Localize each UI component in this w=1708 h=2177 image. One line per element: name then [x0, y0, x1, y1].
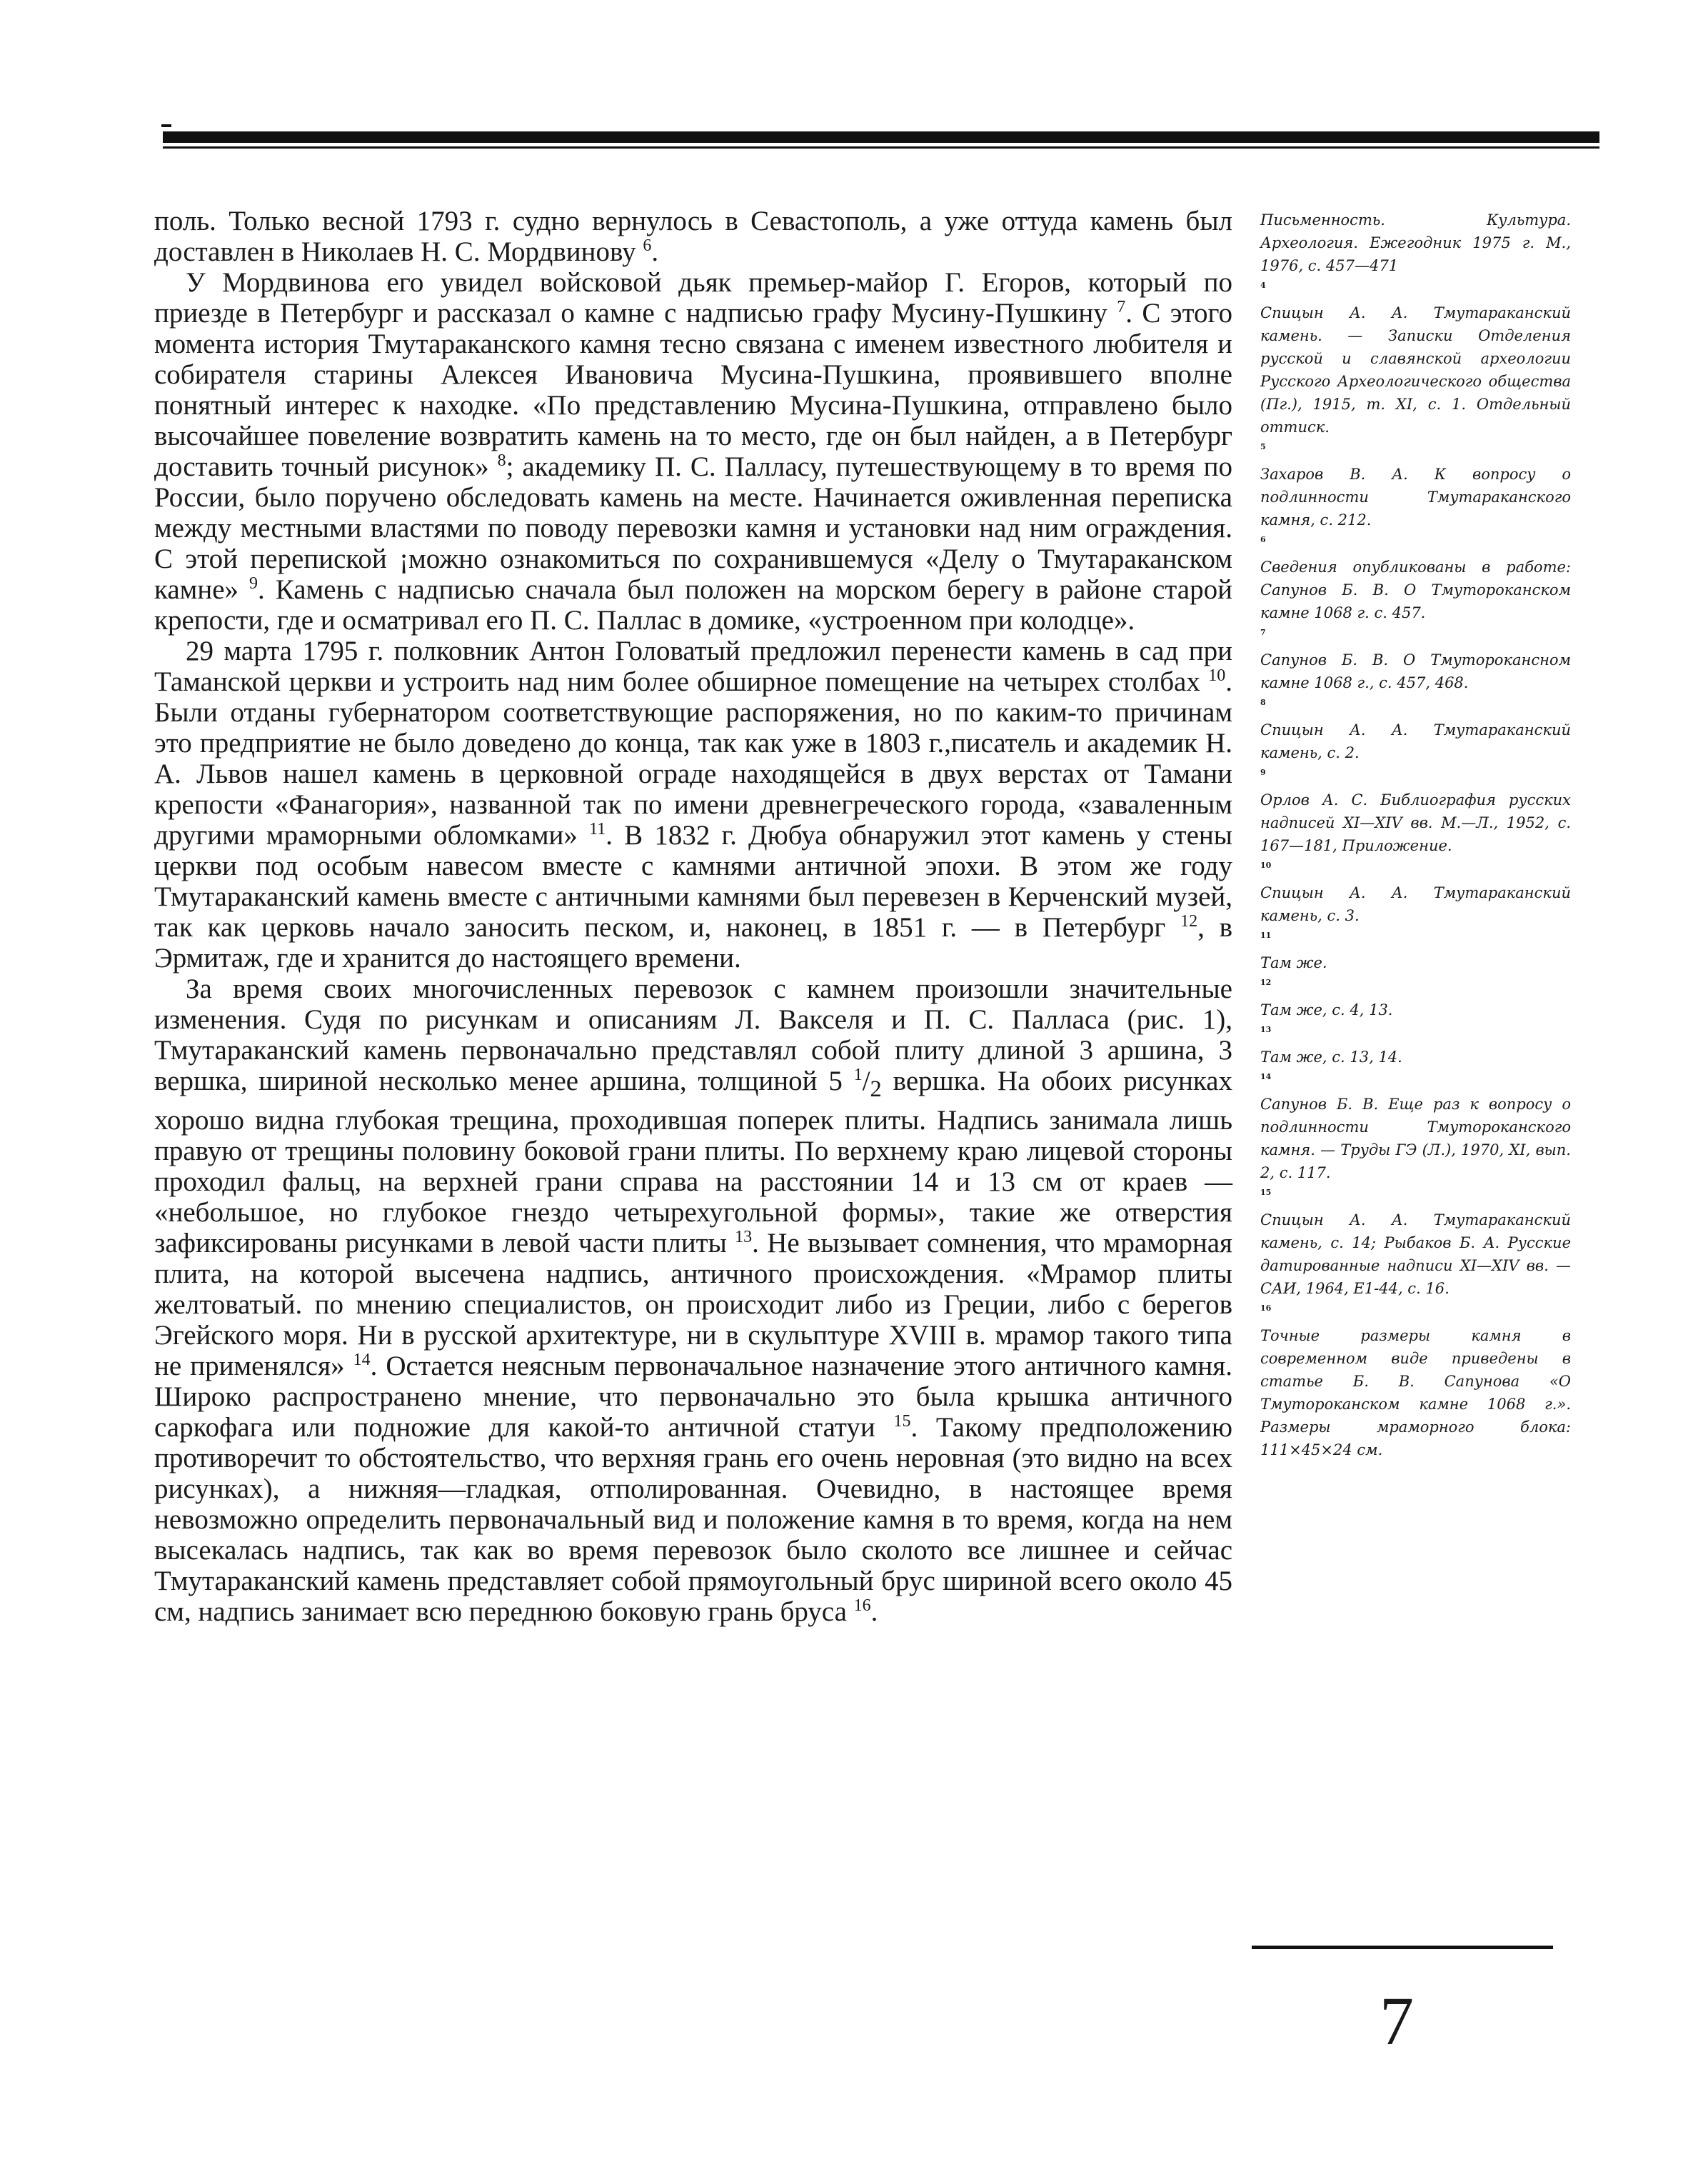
footnote-ref: 1	[853, 1066, 863, 1084]
text-run: . Остается неясным первоначальное назначение этого античного камня. Широко распространено мнение, что первоначально это была крышка античного саркофага или подножие для какой-то античной статуи	[154, 1350, 1232, 1443]
text-run: 29 марта 1795 г. полковник Антон Головатый предложил перенести камень в сад при Таманской церкви и устроить над ним более обширное помещение на четырех столбах	[154, 636, 1232, 697]
footnote-number: 6	[1260, 535, 1266, 544]
footnote-number: 13	[1260, 1025, 1272, 1034]
text-run: .	[651, 236, 659, 267]
main-text-column	[154, 206, 1232, 1627]
text-run: . С этого момента история Тмутараканского камня тесно связана с именем известного любителя и собирателя старины Алексея Ивановича Мусина-Пушкина, проявившего вполне понятный интерес к находке. «По представлению Мусина-Пушкина, отправлено было высочайшее повеление возвратить камень на то место, где он был найден, а в Петербург доставить точный рисунок»	[154, 298, 1232, 482]
footnote-ref: 11	[589, 820, 606, 839]
body-paragraph	[154, 974, 1232, 1627]
footnote	[1260, 767, 1571, 857]
text-run: /	[862, 1066, 870, 1096]
footnote	[1260, 627, 1571, 694]
footnote-text: Письменность. Культура. Археология. Ежегодник 1975 г. М., 1976, с. 457—471	[1260, 211, 1571, 274]
footnote	[1260, 209, 1571, 277]
footnote-text: Орлов А. С. Библиография русских надписей XI—XIV вв. М.—Л., 1952, с. 167—181, Приложение.	[1260, 791, 1571, 854]
footnote-text: Спицын А. А. Тмутараканский камень, с. 3.	[1260, 884, 1571, 924]
footnote	[1260, 1071, 1571, 1184]
body-paragraph	[154, 267, 1232, 636]
footnote-ref: 7	[1117, 298, 1126, 316]
text-run: . Не вызывает сомнения, что мраморная плита, на которой высечена надпись, античного происхождения. «Мрамор плиты желтоватый. по мнению специалистов, он происходит либо из Греции, либо с берегов Эгейского моря. Ни в русской архитектуре, ни в скульптуре XVIII в. мрамор такого типа не применялся»	[154, 1227, 1232, 1381]
footnote-text: Захаров В. А. К вопросу о подлинности Тмутараканского камня, с. 212.	[1260, 466, 1571, 529]
footnote-ref: 16	[853, 1596, 871, 1615]
text-run: За время своих многочисленных перевозок с камнем произошли значительные изменения. Судя по рисункам и описаниям Л. Ваксeля и П. С. Палласа (рис. 1), Тмутараканский камень первоначально представлял собой плиту длиной 3 аршина, 3 вершка, шириной несколько менее аршина, толщиной 5	[154, 974, 1232, 1096]
top-rule	[163, 131, 1599, 143]
footnote-ref: 14	[353, 1350, 371, 1369]
footnote-number: 5	[1260, 442, 1266, 451]
text-run: , в Эрмитаж, где и хранится до настоящего времени.	[154, 912, 1232, 974]
footnote	[1260, 280, 1571, 439]
footnote-text: Точные размеры камня в современном виде приведены в статье Б. В. Сапунова «О Тмутороканском камне 1068 г.». Размеры мраморного блока: 111×45×24 см.	[1260, 1327, 1571, 1458]
footnote-text: Там же, с. 13, 14.	[1260, 1049, 1402, 1066]
footnote-number: 4	[1260, 281, 1266, 290]
footnote-ref: 10	[1208, 666, 1226, 685]
body-paragraph	[154, 636, 1232, 974]
footnote-text: Спицын А. А. Тмутараканский камень, с. 2.	[1260, 721, 1571, 761]
top-rule-thin	[163, 146, 1599, 149]
text-run: . Такому предположению противоречит то обстоятельство, что верхняя грань его очень неровная (это видно на всех рисунках), а нижняя—гладкая, отполированная. Очевидно, в настоящее время невозможно определить первоначальный вид и положение камня в то время, когда на нем высекалась надпись, так как во время перевозок было сколото все лишнее и сейчас Тмутараканский камень представляет собой прямоугольный брус шириной всего около 45 см, надпись занимает всю переднюю боковую грань бруса	[154, 1411, 1232, 1627]
footnote	[1260, 534, 1571, 624]
footnote-ref: 9	[249, 574, 258, 593]
footnote-ref: 8	[497, 451, 506, 470]
footnote	[1260, 977, 1571, 1021]
footnote	[1260, 860, 1571, 927]
footnote-number: 16	[1260, 1303, 1272, 1313]
footnote-text: Сапунов Б. В. Еще раз к вопросу о подлинности Тмутороканского камня. — Труды ГЭ (Л.), 1970, XI, вып. 2, с. 117.	[1260, 1096, 1571, 1181]
footnote-ref: 15	[893, 1411, 911, 1431]
footnote-text: Там же.	[1260, 954, 1327, 971]
footnote	[1260, 1187, 1571, 1300]
footnote-number: 12	[1260, 978, 1272, 987]
footnote-number: 9	[1260, 768, 1266, 777]
top-rule-tick	[161, 124, 171, 127]
footnote-text: Сведения опубликованы в работе: Сапунов Б. В. О Тмутороканском камне 1068 г. с. 457.	[1260, 559, 1571, 621]
footnote-text: Спицын А. А. Тмутараканский камень, с. 14; Рыбаков Б. А. Русские датированные надписи XI—XIV вв. — САИ, 1964, Е1-44, с. 16.	[1260, 1211, 1571, 1297]
footnote-number: 14	[1260, 1072, 1272, 1081]
footnote-ref: 13	[735, 1227, 753, 1246]
footnote-number: 10	[1260, 861, 1272, 870]
footnotes-end-rule	[1252, 1946, 1553, 1949]
footnote-text: Спицын А. А. Тмутараканский камень. — Записки Отделения русской и славянской археологии Русского Археологического общества (Пг.), 1915, т. XI, с. 1. Отдельный оттиск.	[1260, 304, 1571, 436]
page-number: 7	[1380, 1983, 1414, 2059]
footnote-number: 15	[1260, 1188, 1272, 1197]
text-run: . Камень с надписью сначала был положен на морском берегу в районе старой крепости, где и осматривал его П. С. Паллас в домике, «устроенном при колодце».	[154, 574, 1232, 636]
text-run: У Мордвинова его увидел войсковой дьяк премьер-майор Г. Егоров, который по приезде в Петербург и рассказал о камне с надписью графу Мусину-Пушкину	[154, 267, 1232, 329]
text-run: .	[870, 1596, 878, 1627]
text-run: . Были отданы губернатором соответствующие распоряжения, но по каким-то причинам это предприятие не было доведено до конца, так как уже в 1803 г.,писатель и академик Н. А. Львов нашел камень в церковной ограде находящейся в двух верстах от Тамани крепости «Фанагория», названной так по имени древнегреческого города, «заваленным другими мраморными обломками»	[154, 666, 1232, 851]
footnotes-column	[1260, 209, 1571, 1461]
footnote	[1260, 697, 1571, 764]
footnote-text: Там же, с. 4, 13.	[1260, 1001, 1393, 1019]
body-paragraph	[154, 206, 1232, 267]
fraction-denominator: 2	[870, 1076, 882, 1102]
text-run: ; академику П. С. Палласу, путешествующему в то время по России, было поручено обследовать камень на месте. Начинается оживленная переписка между местными властями по поводу перевозки камня и установки над ним ограждения. С этой перепиской ¡можно ознакомиться по сохранившемуся «Делу о Тмутараканском камне»	[154, 451, 1232, 605]
text-run: . В 1832 г. Дюбуа обнаружил этот камень у стены церкви под особым навесом вместе с камнями античной эпохи. В этом же году Тмутараканский камень вместе с античными камнями был перевезен в Керченский музей, так как церковь начало заносить песком, и, наконец, в 1851 г. — в Петербург	[154, 820, 1232, 943]
footnote-ref: 12	[1180, 912, 1198, 931]
footnote	[1260, 930, 1571, 974]
footnote-ref: 6	[643, 236, 652, 255]
footnote-number: 7	[1260, 628, 1266, 637]
footnote-text: Сапунов Б. В. О Тмуторокансном камне 1068 г., с. 457, 468.	[1260, 651, 1571, 691]
footnote-number: 11	[1260, 931, 1272, 940]
text-run: поль. Только весной 1793 г. судно вернулось в Севастополь, а уже оттуда камень был доставлен в Николаев Н. С. Мордвинову	[154, 206, 1232, 267]
footnote-number: 8	[1260, 698, 1266, 707]
footnote	[1260, 441, 1571, 531]
footnote	[1260, 1303, 1571, 1461]
text-run: вершка. На обоих рисунках хорошо видна глубокая трещина, проходившая поперек плиты. Надпись занимала лишь правую от трещины половину боковой грани плиты. По верхнему краю лицевой стороны проходил фальц, на верхней грани справа на расстоянии 14 и 13 см от краев — «небольшое, но глубокое гнездо четырехугольной формы», такие же отверстия зафиксированы рисунками в левой части плиты	[154, 1066, 1232, 1258]
footnote	[1260, 1024, 1571, 1069]
